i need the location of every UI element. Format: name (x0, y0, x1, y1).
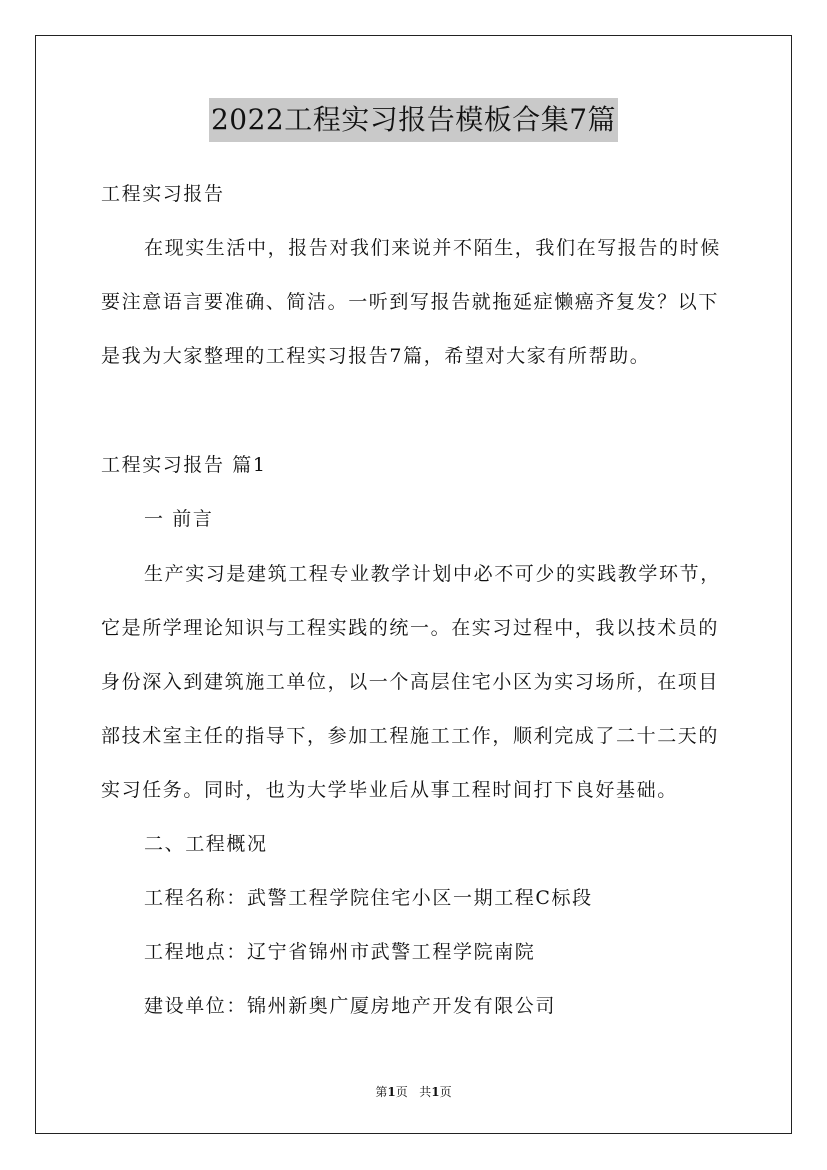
section-heading: 工程实习报告 篇1 (101, 454, 267, 476)
page-label-suffix: 页 (395, 1085, 408, 1099)
total-label-prefix: 共 (419, 1085, 432, 1099)
section-paragraph-line: 生产实习是建筑工程专业教学计划中必不可少的实践教学环节， (144, 563, 721, 585)
document-title-text: 2022工程实习报告模板合集7篇 (209, 98, 618, 142)
total-label-suffix: 页 (439, 1085, 452, 1099)
total-pages: 1 (431, 1085, 440, 1099)
page-label-prefix: 第 (375, 1085, 388, 1099)
section-paragraph-line: 部技术室主任的指导下，参加工程施工工作，顺利完成了二十二天的 (101, 725, 720, 747)
section-paragraph-line: 身份深入到建筑施工单位，以一个高层住宅小区为实习场所，在项目 (101, 671, 720, 693)
intro-heading: 工程实习报告 (101, 183, 225, 205)
page-number: 1 (387, 1085, 396, 1099)
intro-paragraph-line: 是我为大家整理的工程实习报告7篇，希望对大家有所帮助。 (101, 345, 651, 367)
document-title (0, 98, 827, 142)
project-location-field: 工程地点：辽宁省锦州市武警工程学院南院 (144, 941, 536, 963)
page-footer (0, 1084, 827, 1100)
developer-field: 建设单位：锦州新奥广厦房地产开发有限公司 (144, 995, 557, 1017)
intro-paragraph-line: 要注意语言要准确、简洁。一听到写报告就拖延症懒癌齐复发？以下 (101, 291, 720, 313)
subsection-heading-preface: 一 前言 (144, 508, 214, 530)
intro-paragraph-line: 在现实生活中，报告对我们来说并不陌生，我们在写报告的时候 (144, 237, 721, 259)
section-paragraph-line: 它是所学理论知识与工程实践的统一。在实习过程中，我以技术员的 (101, 617, 720, 639)
section-paragraph-line: 实习任务。同时，也为大学毕业后从事工程时间打下良好基础。 (101, 779, 678, 801)
subsection-heading-overview: 二、工程概况 (144, 833, 268, 855)
project-name-field: 工程名称：武警工程学院住宅小区一期工程C标段 (144, 887, 593, 909)
